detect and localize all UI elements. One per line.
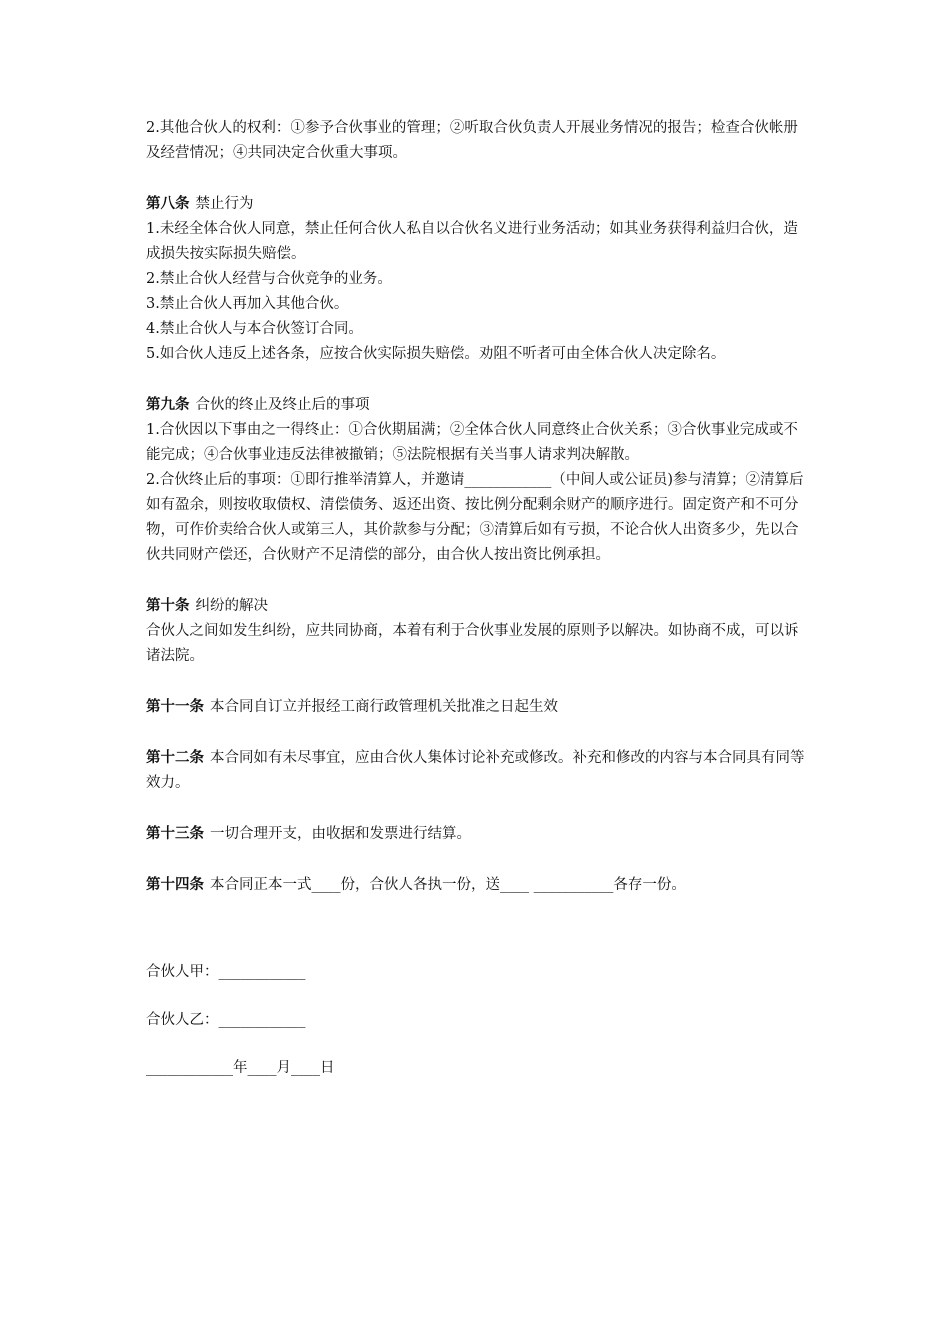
article-8-heading [146,191,810,217]
article-8-item-4: 4.禁止合伙人与本合伙签订合同。 [146,321,363,337]
partner-rights-item: 2.其他合伙人的权利：①参予合伙事业的管理；②听取合伙负责人开展业务情况的报告；检查合伙帐册及经营情况；④共同决定合伙重大事项。 [146,120,798,161]
article-13-section [146,821,810,847]
article-11-section [146,694,810,720]
signing-date: ____________年____月____日 [146,1060,335,1076]
article-9-heading [146,392,810,418]
article-11-label: 第十一条 [146,698,204,715]
article-9-section [146,392,810,568]
article-10-title: 纠纷的解决 [195,598,268,614]
article-9-label: 第九条 [146,396,190,413]
article-8-item-3: 3.禁止合伙人再加入其他合伙。 [146,296,349,312]
article-9-title: 合伙的终止及终止后的事项 [195,397,370,413]
article-14-text: 本合同正本一式____份，合伙人各执一份，送____ ___________各存一份。 [210,877,686,893]
article-10-heading [146,593,810,619]
article-8-label: 第八条 [146,195,190,212]
article-8-section [146,191,810,367]
article-12-text: 本合同如有未尽事宜，应由合伙人集体讨论补充或修改。补充和修改的内容与本合同具有同等效力。 [146,750,805,791]
article-10-section [146,593,810,669]
article-14-label: 第十四条 [146,876,204,893]
partner-b-signature: 合伙人乙：____________ [146,1012,306,1028]
article-13-text: 一切合理开支，由收据和发票进行结算。 [210,826,471,842]
article-8-title: 禁止行为 [195,196,254,212]
article-8-item-1: 1.未经全体合伙人同意，禁止任何合伙人私自以合伙名义进行业务活动；如其业务获得利益归合伙，造成损失按实际损失赔偿。 [146,221,798,262]
partner-a-signature: 合伙人甲：____________ [146,964,306,980]
article-11-text: 本合同自订立并报经工商行政管理机关批准之日起生效 [210,699,558,715]
article-8-item-5: 5.如合伙人违反上述各条，应按合伙实际损失赔偿。劝阻不听者可由全体合伙人决定除名。 [146,346,726,362]
signature-block [146,960,810,1081]
article-9-item-1: 1.合伙因以下事由之一得终止：①合伙期届满；②全体合伙人同意终止合伙关系；③合伙事业完成或不能完成；④合伙事业违反法律被撤销；⑤法院根据有关当事人请求判决解散。 [146,422,798,463]
article-12-label: 第十二条 [146,749,204,766]
article-8-item-2: 2.禁止合伙人经营与合伙竞争的业务。 [146,271,392,287]
article-13-label: 第十三条 [146,825,204,842]
article-10-item-1: 合伙人之间如发生纠纷，应共同协商，本着有利于合伙事业发展的原则予以解决。如协商不成，可以诉诸法院。 [146,623,799,664]
article-9-item-2: 2.合伙终止后的事项：①即行推举清算人，并邀请____________（中间人或公证员)参与清算；②清算后如有盈余，则按收取债权、清偿债务、返还出资、按比例分配剩余财产的顺序进行。固定资产和不可分物，可作价卖给合伙人或第三人，其价款参与分配；③清算后如有亏损，不论合伙人出资多少，先以合伙共同财产偿还，合伙财产不足清偿的部分，由合伙人按出资比例承担。 [146,472,804,563]
article-12-section [146,745,810,796]
article-10-label: 第十条 [146,597,190,614]
contract-page [146,116,810,1081]
article-14-section [146,872,810,898]
intro-section [146,116,810,166]
